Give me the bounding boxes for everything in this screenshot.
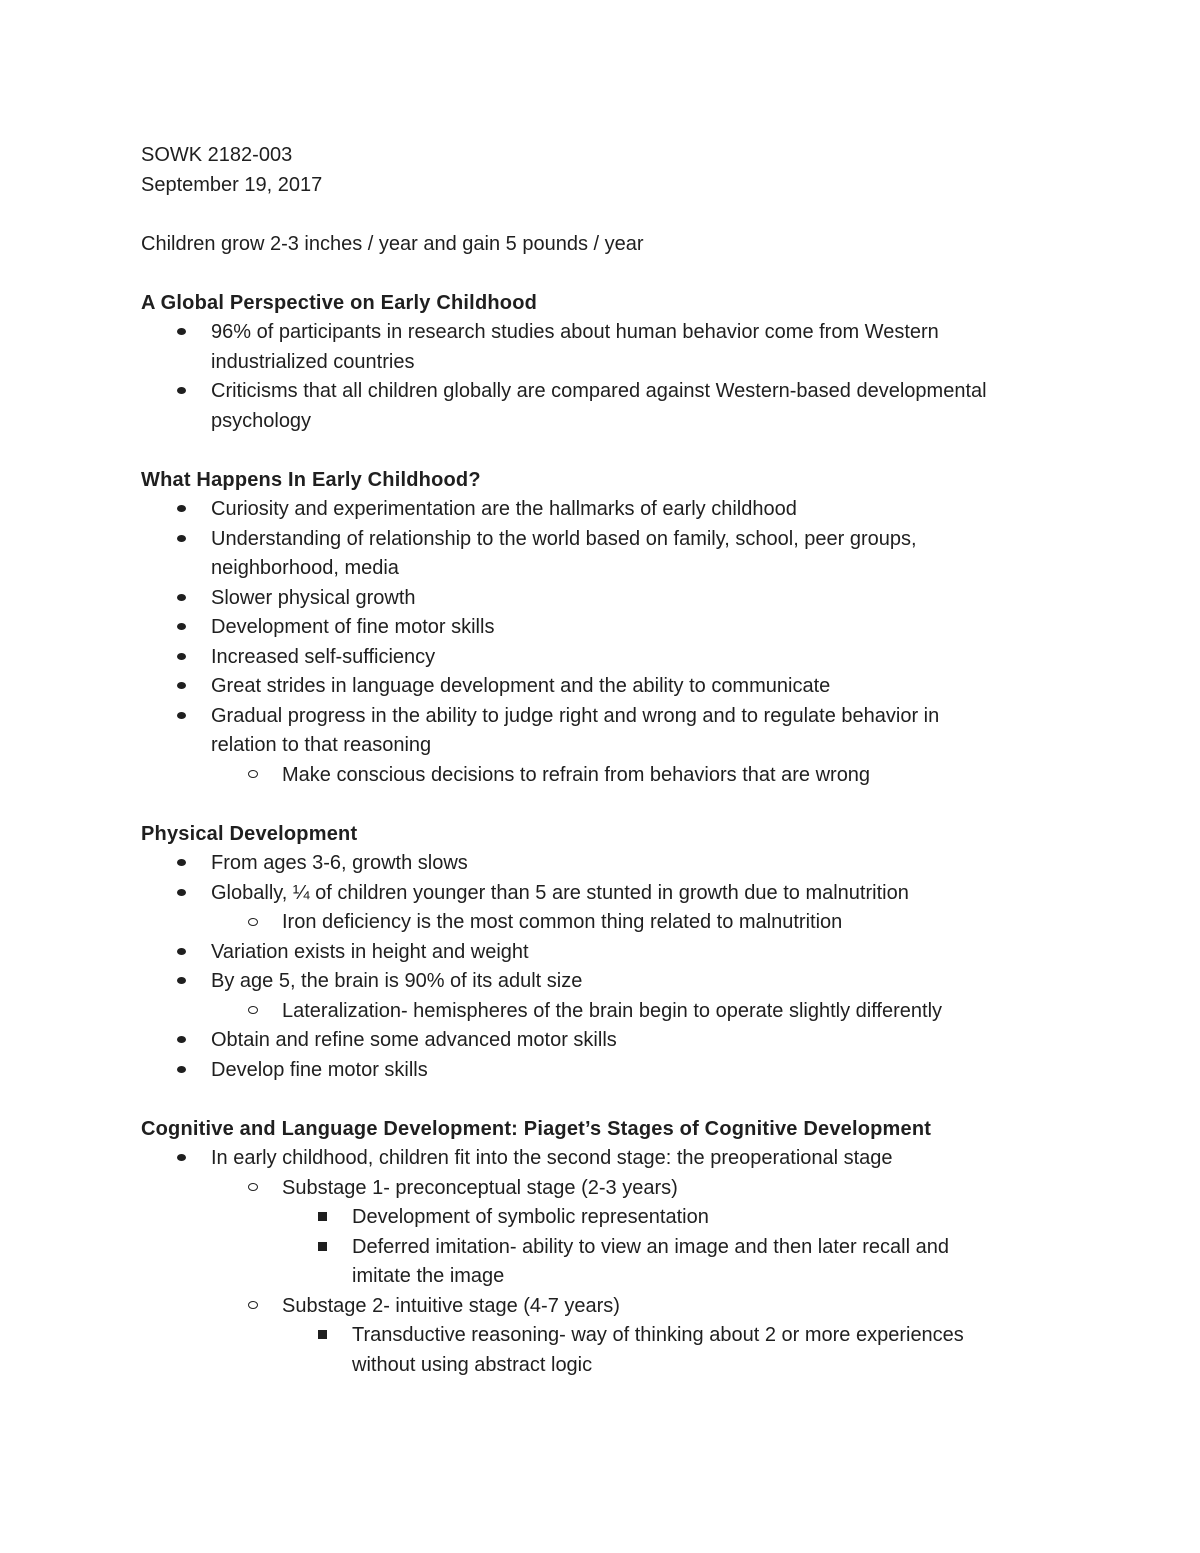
lecture-date: September 19, 2017: [141, 173, 323, 196]
spacer: [141, 436, 1061, 466]
list-item: [141, 318, 1061, 377]
list-item: [141, 525, 1061, 584]
bullet-dot-icon: [177, 613, 186, 643]
bullet-dot-icon: [177, 377, 186, 407]
bullet-dot-icon: [177, 1144, 186, 1174]
list-item: [141, 879, 1061, 909]
list-item-text: Gradual progress in the ability to judge right and wrong and to regulate behavior in: [211, 704, 940, 727]
bullet-square-icon: [318, 1321, 327, 1351]
list-item-text: industrialized countries: [211, 350, 415, 373]
spacer: [141, 1085, 1061, 1115]
course-code: SOWK 2182-003: [141, 144, 293, 166]
list-item-text: Understanding of relationship to the world based on family, school, peer groups,: [211, 527, 917, 550]
bullet-list: [141, 849, 1061, 1085]
bullet-list: [141, 495, 1061, 790]
bullet-circle-icon: [248, 908, 258, 938]
list-item-text: Substage 2- intuitive stage (4-7 years): [282, 1294, 620, 1317]
list-item-text: Globally, ¼ of children younger than 5 are stunted in growth due to malnutrition: [211, 881, 909, 904]
list-item: [141, 495, 1061, 525]
list-item-text: In early childhood, children fit into the second stage: the preoperational stage: [211, 1147, 893, 1169]
bullet-dot-icon: [177, 672, 186, 702]
list-item-text: Substage 1- preconceptual stage (2-3 years): [282, 1176, 678, 1199]
list-item-text: without using abstract logic: [352, 1353, 593, 1376]
bullet-square-icon: [318, 1203, 327, 1233]
list-item-text: Curiosity and experimentation are the hallmarks of early childhood: [211, 498, 797, 520]
list-item-text: Great strides in language development and the ability to communicate: [211, 675, 831, 697]
list-item: [141, 377, 1061, 436]
list-item: [141, 1144, 1061, 1174]
list-item: [141, 938, 1061, 968]
list-item: [141, 1292, 1061, 1322]
list-item: [141, 908, 1061, 938]
list-item: [141, 967, 1061, 997]
list-item-text: 96% of participants in research studies about human behavior come from Western: [211, 321, 939, 343]
intro-note: Children grow 2-3 inches / year and gain 5 pounds / year: [141, 232, 644, 255]
list-item-text: Development of fine motor skills: [211, 616, 495, 638]
section-heading: Cognitive and Language Development: Piaget’s Stages of Cognitive Development: [141, 1117, 932, 1140]
list-item: [141, 1026, 1061, 1056]
list-item-text: From ages 3-6, growth slows: [211, 852, 468, 874]
list-item-text: Iron deficiency is the most common thing related to malnutrition: [282, 911, 843, 933]
list-item: [141, 643, 1061, 673]
bullet-dot-icon: [177, 879, 186, 909]
list-item-text: Variation exists in height and weight: [211, 940, 529, 963]
list-item: [141, 997, 1061, 1027]
bullet-dot-icon: [177, 495, 186, 525]
list-item: [141, 1174, 1061, 1204]
list-item-text: By age 5, the brain is 90% of its adult size: [211, 970, 583, 992]
list-item-text: Make conscious decisions to refrain from behaviors that are wrong: [282, 763, 871, 786]
spacer: [141, 790, 1061, 820]
list-item-text: Develop fine motor skills: [211, 1058, 428, 1081]
notes-sections: [141, 259, 1061, 1380]
bullet-dot-icon: [177, 967, 186, 997]
bullet-dot-icon: [177, 525, 186, 555]
list-item-text: Obtain and refine some advanced motor skills: [211, 1029, 617, 1051]
section-heading: What Happens In Early Childhood?: [141, 468, 481, 491]
list-item-text: Slower physical growth: [211, 586, 416, 609]
bullet-dot-icon: [177, 584, 186, 614]
list-item-text: Deferred imitation- ability to view an image and then later recall and: [352, 1235, 949, 1258]
bullet-square-icon: [318, 1233, 327, 1263]
list-item-text: Lateralization- hemispheres of the brain begin to operate slightly differently: [282, 999, 943, 1022]
bullet-dot-icon: [177, 318, 186, 348]
bullet-dot-icon: [177, 702, 186, 732]
section-heading: Physical Development: [141, 822, 358, 845]
list-item-text: neighborhood, media: [211, 557, 399, 579]
bullet-dot-icon: [177, 1056, 186, 1086]
bullet-circle-icon: [248, 761, 258, 791]
bullet-list: [141, 1144, 1061, 1380]
list-item: [141, 849, 1061, 879]
list-item: [141, 761, 1061, 791]
list-item: [141, 584, 1061, 614]
list-item: [141, 702, 1061, 761]
bullet-circle-icon: [248, 1292, 258, 1322]
list-item: [141, 1321, 1061, 1380]
bullet-circle-icon: [248, 1174, 258, 1204]
spacer: [141, 200, 1061, 230]
bullet-dot-icon: [177, 938, 186, 968]
list-item-text: Transductive reasoning- way of thinking about 2 or more experiences: [352, 1324, 964, 1346]
list-item-text: psychology: [211, 409, 312, 432]
spacer: [141, 259, 1061, 289]
list-item-text: imitate the image: [352, 1265, 505, 1287]
bullet-circle-icon: [248, 997, 258, 1027]
list-item-text: Criticisms that all children globally are compared against Western-based developmental: [211, 380, 987, 402]
list-item: [141, 1203, 1061, 1233]
list-item-text: relation to that reasoning: [211, 734, 432, 756]
bullet-dot-icon: [177, 1026, 186, 1056]
bullet-list: [141, 318, 1061, 436]
bullet-dot-icon: [177, 849, 186, 879]
list-item-text: Increased self-sufficiency: [211, 645, 436, 668]
list-item-text: Development of symbolic representation: [352, 1206, 709, 1228]
bullet-dot-icon: [177, 643, 186, 673]
section-heading: A Global Perspective on Early Childhood: [141, 291, 538, 314]
list-item: [141, 613, 1061, 643]
list-item: [141, 672, 1061, 702]
list-item: [141, 1233, 1061, 1292]
document-body: [141, 141, 1061, 1380]
list-item: [141, 1056, 1061, 1086]
